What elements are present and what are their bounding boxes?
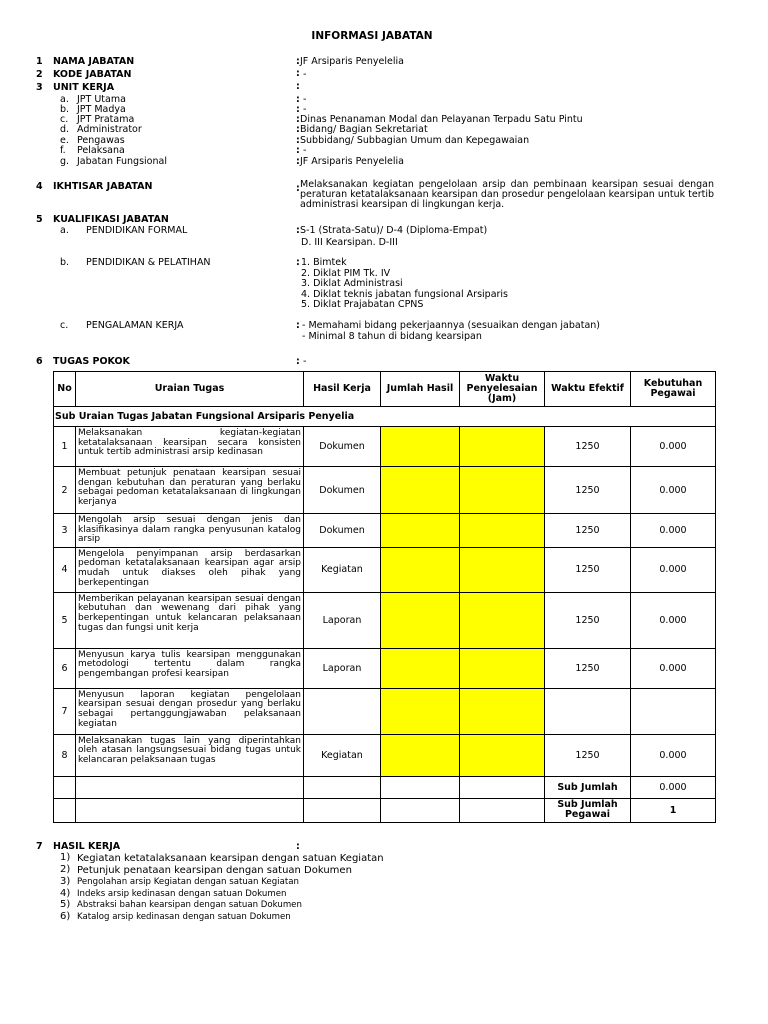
colon: : xyxy=(296,94,300,105)
header-waktu-efektif: Waktu Efektif xyxy=(545,372,631,407)
hasil-item: Kegiatan ketatalaksanaan kearsipan dengan satuan Kegiatan xyxy=(77,853,384,864)
table-row xyxy=(54,514,768,548)
row-hasil: Kegiatan xyxy=(304,547,381,592)
row-uraian: Mengolah arsip sesuai dengan jenis dan klasifikasinya dalam rangka penyusunan katalog arsip xyxy=(76,514,304,548)
unit-label: JPT Utama xyxy=(77,94,126,105)
section-number: 1 xyxy=(36,56,43,67)
row-kebutuhan: 0.000 xyxy=(631,648,716,688)
table-row xyxy=(54,734,768,776)
unit-letter: f. xyxy=(60,145,66,156)
colon: : xyxy=(296,135,300,146)
row-no: 6 xyxy=(54,648,76,688)
row-efektif: 1250 xyxy=(545,427,631,467)
colon: : xyxy=(296,56,300,67)
table-row xyxy=(54,688,768,734)
row-efektif: 1250 xyxy=(545,592,631,648)
row-uraian: Melaksanakan tugas lain yang diperintahkan oleh atasan langsungsesuai bidang tugas untuk kelancaran pelaksanaan tugas xyxy=(76,734,304,776)
row-jumlah-cell[interactable] xyxy=(381,648,460,688)
row-kebutuhan: 0.000 xyxy=(631,734,716,776)
unit-label: Pelaksana xyxy=(77,145,125,156)
unit-letter: b. xyxy=(60,104,70,115)
unit-letter: g. xyxy=(60,156,70,167)
colon: : xyxy=(296,356,300,367)
pengalaman-item: - Minimal 8 tahun di bidang kearsipan xyxy=(302,331,482,342)
hasil-num: 6) xyxy=(60,911,71,922)
unit-value: Dinas Penanaman Modal dan Pelayanan Terpadu Satu Pintu xyxy=(300,114,583,125)
row-jumlah-cell[interactable] xyxy=(381,688,460,734)
section-label-nama-jabatan: NAMA JABATAN xyxy=(53,56,135,67)
row-efektif: 1250 xyxy=(545,547,631,592)
row-no: 7 xyxy=(54,688,76,734)
unit-letter: e. xyxy=(60,135,69,146)
colon: : xyxy=(296,257,300,268)
pelatihan-item: 2. Diklat PIM Tk. IV xyxy=(301,268,391,279)
row-jumlah-cell[interactable] xyxy=(381,547,460,592)
hasil-item: Abstraksi bahan kearsipan dengan satuan Dokumen xyxy=(77,900,302,910)
sub-uraian-title: Sub Uraian Tugas Jabatan Fungsional Arsiparis Penyelia xyxy=(54,407,716,427)
colon: : xyxy=(296,145,300,156)
colon: : xyxy=(296,156,300,167)
row-waktu-cell[interactable] xyxy=(460,514,545,548)
hasil-num: 2) xyxy=(60,864,71,875)
tugas-pokok-value: - xyxy=(303,356,307,367)
header-no: No xyxy=(54,372,76,407)
unit-label: Pengawas xyxy=(77,135,125,146)
pelatihan-item: 4. Diklat teknis jabatan fungsional Arsiparis xyxy=(301,289,509,300)
row-jumlah-cell[interactable] xyxy=(381,734,460,776)
row-efektif: 1250 xyxy=(545,467,631,514)
row-hasil: Laporan xyxy=(304,648,381,688)
row-no: 1 xyxy=(54,427,76,467)
colon: : xyxy=(296,225,300,236)
nama-jabatan-value: JF Arsiparis Penyelelia xyxy=(300,56,404,67)
header-uraian: Uraian Tugas xyxy=(76,372,304,407)
row-hasil: Dokumen xyxy=(304,514,381,548)
section-label-kualifikasi: KUALIFIKASI JABATAN xyxy=(53,214,169,225)
row-efektif: 1250 xyxy=(545,734,631,776)
unit-label: Jabatan Fungsional xyxy=(77,156,167,167)
pengalaman-item: - Memahami bidang pekerjaannya (sesuaikan dengan jabatan) xyxy=(302,320,600,331)
pengalaman-label: PENGALAMAN KERJA xyxy=(86,320,184,331)
row-uraian: Mengelola penyimpanan arsip berdasarkan pedoman ketatalaksanaan kearsipan agar arsip mudah untuk diakses oleh pihak yang berkepentingan xyxy=(76,547,304,592)
page-title: INFORMASI JABATAN xyxy=(311,30,433,42)
row-hasil: Dokumen xyxy=(304,467,381,514)
row-efektif: 1250 xyxy=(545,514,631,548)
unit-letter: d. xyxy=(60,124,70,135)
section-number: 6 xyxy=(36,356,43,367)
row-jumlah-cell[interactable] xyxy=(381,427,460,467)
section-number: 5 xyxy=(36,214,43,225)
section-number: 2 xyxy=(36,69,43,80)
unit-label: Administrator xyxy=(77,124,142,135)
unit-label: JPT Pratama xyxy=(77,114,135,125)
row-kebutuhan xyxy=(631,688,716,734)
row-waktu-cell[interactable] xyxy=(460,467,545,514)
qual-letter: a. xyxy=(60,225,69,236)
unit-label: JPT Madya xyxy=(77,104,126,115)
row-waktu-cell[interactable] xyxy=(460,648,545,688)
qual-letter: c. xyxy=(60,320,69,331)
hasil-item: Indeks arsip kedinasan dengan satuan Dokumen xyxy=(77,889,287,899)
row-no: 5 xyxy=(54,592,76,648)
unit-value: - xyxy=(303,94,307,105)
colon: : xyxy=(296,114,300,125)
section-label-hasil-kerja: HASIL KERJA xyxy=(53,841,121,852)
unit-value: - xyxy=(303,145,307,156)
pelatihan-label: PENDIDIKAN & PELATIHAN xyxy=(86,257,211,268)
row-no: 2 xyxy=(54,467,76,514)
tugas-table xyxy=(53,371,768,823)
header-jumlah: Jumlah Hasil xyxy=(381,372,460,407)
table-row xyxy=(54,648,768,688)
colon: : xyxy=(296,124,300,135)
row-kebutuhan: 0.000 xyxy=(631,514,716,548)
pendidikan-formal-line1: S-1 (Strata-Satu)/ D-4 (Diploma-Empat) xyxy=(300,225,488,236)
pelatihan-item: 3. Diklat Administrasi xyxy=(301,278,403,289)
row-waktu-cell[interactable] xyxy=(460,734,545,776)
unit-value: Subbidang/ Subbagian Umum dan Kepegawaian xyxy=(300,135,530,146)
table-row xyxy=(54,547,768,592)
colon: : xyxy=(296,68,300,79)
section-label-tugas-pokok: TUGAS POKOK xyxy=(53,356,130,367)
unit-value: - xyxy=(303,104,307,115)
row-efektif xyxy=(545,688,631,734)
row-jumlah-cell[interactable] xyxy=(381,467,460,514)
row-uraian: Menyusun karya tulis kearsipan menggunakan metodologi tertentu dalam rangka pengembangan profesi kearsipan xyxy=(76,648,304,688)
sub-jumlah-pegawai-value: 1 xyxy=(631,798,716,822)
row-hasil: Laporan xyxy=(304,592,381,648)
row-no: 3 xyxy=(54,514,76,548)
colon: : xyxy=(296,81,300,92)
row-hasil: Dokumen xyxy=(304,427,381,467)
hasil-item: Petunjuk penataan kearsipan dengan satuan Dokumen xyxy=(77,865,352,876)
row-uraian: Memberikan pelayanan kearsipan sesuai dengan kebutuhan dan wewenang dari pihak yang berkepentingan untuk kelancaran pelaksanaan tugas dan fungsi unit kerja xyxy=(76,592,304,648)
row-no: 4 xyxy=(54,547,76,592)
unit-value: JF Arsiparis Penyelelia xyxy=(300,156,404,167)
section-label-kode-jabatan: KODE JABATAN xyxy=(53,69,132,80)
row-kebutuhan: 0.000 xyxy=(631,592,716,648)
row-kebutuhan: 0.000 xyxy=(631,547,716,592)
section-number: 7 xyxy=(36,841,43,852)
row-jumlah-cell[interactable] xyxy=(381,514,460,548)
pendidikan-formal-label: PENDIDIKAN FORMAL xyxy=(86,225,188,236)
row-waktu-cell[interactable] xyxy=(460,427,545,467)
header-kebutuhan: Kebutuhan Pegawai xyxy=(631,372,716,407)
section-number: 4 xyxy=(36,181,43,192)
pelatihan-item: 5. Diklat Prajabatan CPNS xyxy=(301,299,424,310)
row-kebutuhan: 0.000 xyxy=(631,467,716,514)
colon: : xyxy=(296,183,300,194)
table-row xyxy=(54,427,768,467)
hasil-num: 1) xyxy=(60,852,71,863)
ikhtisar-value: Melaksanakan kegiatan pengelolaan arsip dan pembinaan kearsipan sesuai dengan peraturan ketatalaksanaan kearsipan dan prosedur pengelolaan kearsipan untuk tertib administrasi kearsipan di lingkungan kerja. xyxy=(300,179,715,210)
row-hasil xyxy=(304,688,381,734)
section-number: 3 xyxy=(36,82,43,93)
colon: : xyxy=(296,841,300,852)
hasil-item: Pengolahan arsip Kegiatan dengan satuan Kegiatan xyxy=(77,877,299,887)
row-hasil: Kegiatan xyxy=(304,734,381,776)
hasil-num: 5) xyxy=(60,899,71,910)
table-row xyxy=(54,592,768,648)
row-jumlah-cell[interactable] xyxy=(381,592,460,648)
row-uraian: Melaksanakan kegiatan-kegiatan ketatalaksanaan kearsipan secara konsisten untuk tertib administrasi arsip kedinasan xyxy=(76,427,304,467)
section-label-ikhtisar: IKHTISAR JABATAN xyxy=(53,181,153,192)
hasil-num: 3) xyxy=(60,876,71,887)
row-uraian: Menyusun laporan kegiatan pengelolaan kearsipan sesuai dengan prosedur yang berlaku sebagai pertanggungjawaban pelaksanaan kegiatan xyxy=(76,688,304,734)
header-waktu-penyelesaian: Waktu Penyelesaian (Jam) xyxy=(460,372,545,407)
sub-jumlah-pegawai-label: Sub Jumlah Pegawai xyxy=(545,798,631,822)
sub-jumlah-label: Sub Jumlah xyxy=(545,776,631,798)
unit-letter: a. xyxy=(60,94,69,105)
sub-jumlah-value: 0.000 xyxy=(631,776,716,798)
pelatihan-item: 1. Bimtek xyxy=(301,257,347,268)
hasil-num: 4) xyxy=(60,888,71,899)
qual-letter: b. xyxy=(60,257,70,268)
row-uraian: Membuat petunjuk penataan kearsipan sesuai dengan kebutuhan dan peraturan yang berlaku sebagai pedoman ketatalaksanaan di lingkungan kerjanya xyxy=(76,467,304,514)
pendidikan-formal-line2: D. III Kearsipan. D-III xyxy=(301,237,398,248)
unit-letter: c. xyxy=(60,114,69,125)
unit-value: Bidang/ Bagian Sekretariat xyxy=(300,124,428,135)
row-waktu-cell[interactable] xyxy=(460,592,545,648)
table-row xyxy=(54,467,768,514)
colon: : xyxy=(296,320,300,331)
hasil-item: Katalog arsip kedinasan dengan satuan Dokumen xyxy=(77,912,291,922)
colon: : xyxy=(296,104,300,115)
header-hasil: Hasil Kerja xyxy=(304,372,381,407)
row-no: 8 xyxy=(54,734,76,776)
row-efektif: 1250 xyxy=(545,648,631,688)
row-waktu-cell[interactable] xyxy=(460,688,545,734)
kode-jabatan-value: - xyxy=(303,69,307,80)
row-kebutuhan: 0.000 xyxy=(631,427,716,467)
row-waktu-cell[interactable] xyxy=(460,547,545,592)
section-label-unit-kerja: UNIT KERJA xyxy=(53,82,115,93)
